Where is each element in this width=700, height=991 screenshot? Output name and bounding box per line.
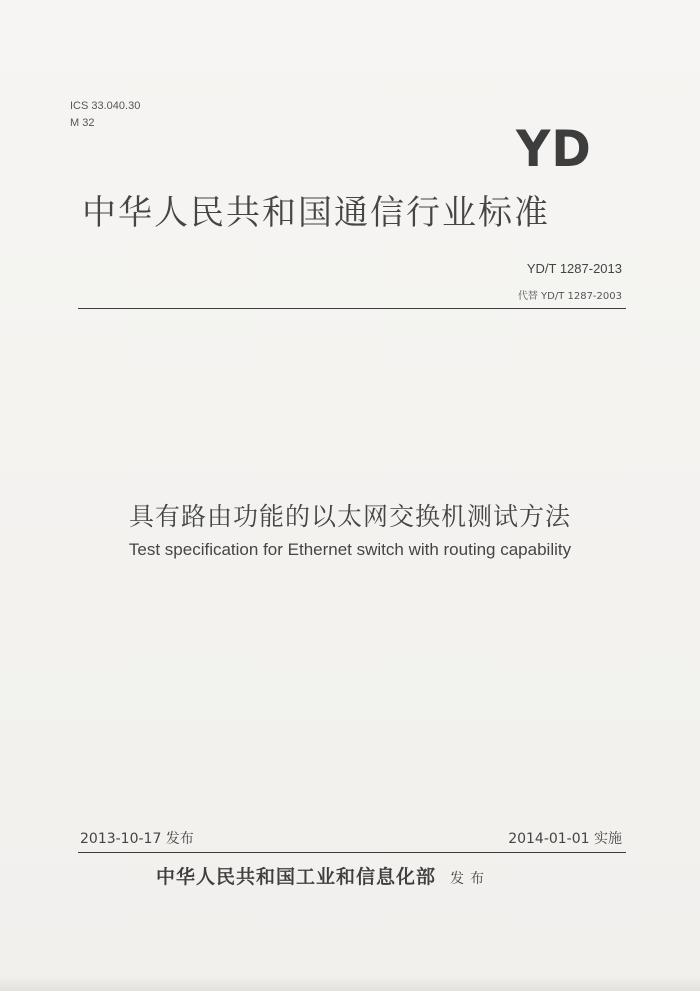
bottom-divider — [78, 852, 626, 853]
standard-category-title: 中华人民共和国通信行业标准 — [82, 193, 550, 233]
publish-label: 发布 — [450, 871, 491, 887]
standard-number: YD/T 1287-2013 — [526, 261, 622, 276]
publisher-name: 中华人民共和国工业和信息化部 — [156, 866, 437, 888]
document-title-chinese: 具有路由功能的以太网交换机测试方法 — [128, 502, 571, 531]
publisher-line — [156, 862, 490, 889]
yd-logo: YD — [516, 120, 592, 178]
top-divider — [78, 308, 626, 309]
ics-code: ICS 33.040.30 — [70, 100, 141, 112]
replaces-note: 代替 YD/T 1287-2003 — [517, 291, 622, 302]
ccs-code: M 32 — [70, 117, 95, 129]
implementation-date: 2014-01-01 实施 — [508, 831, 622, 847]
page-edge-shadow — [0, 975, 700, 991]
document-title-english: Test specification for Ethernet switch with routing capability — [128, 540, 572, 559]
classification-block — [70, 98, 140, 132]
issue-date: 2013-10-17 发布 — [80, 831, 194, 847]
